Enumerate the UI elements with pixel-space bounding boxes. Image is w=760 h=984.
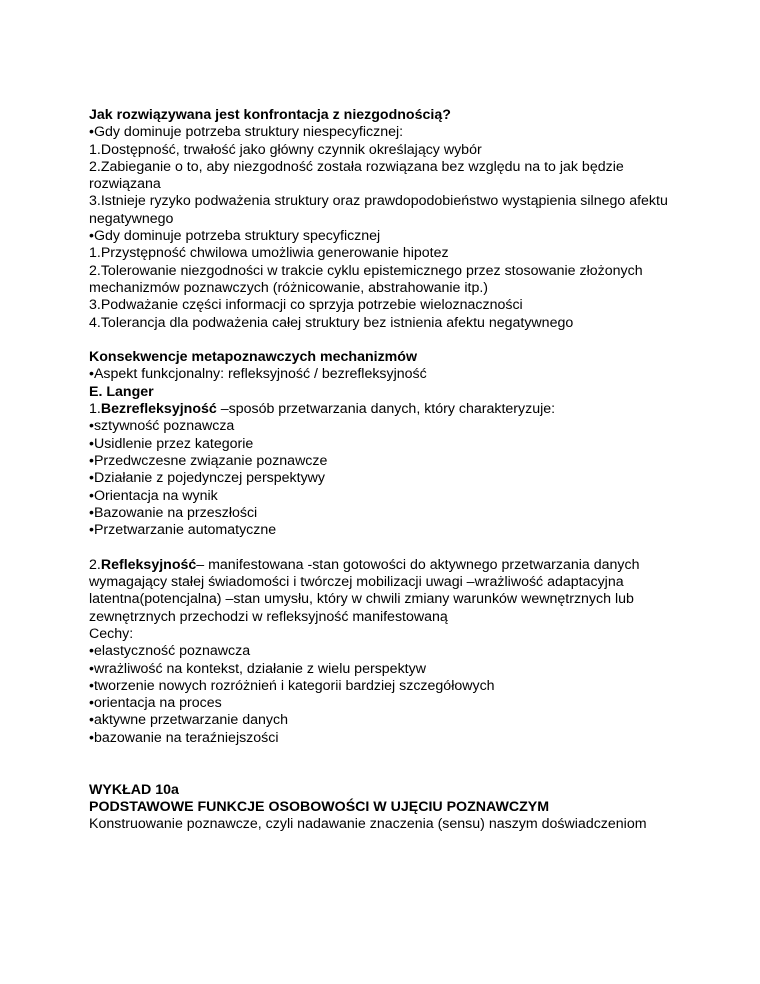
list-item: •bazowanie na teraźniejszości <box>89 729 279 746</box>
list-item: 2.Tolerowanie niezgodności w trakcie cyklu epistemicznego przez stosowanie złożonych mechanizmów poznawczych (różnicowanie, abstrahowanie itp.) <box>89 262 643 296</box>
aspect-line: •Aspekt funkcjonalny: refleksyjność / bezrefleksyjność <box>89 366 427 383</box>
list-item: •Przetwarzanie automatyczne <box>89 522 277 539</box>
list-item: •Orientacja na wynik <box>89 487 218 504</box>
paragraph: Konstruowanie poznawcze, czyli nadawanie znaczenia (sensu) naszym doświadczeniom <box>89 816 647 833</box>
definition-text: – manifestowana -stan gotowości do aktywnego przetwarzania danych wymagający stałej świadomości i twórczej mobilizacji uwagi –wrażliwość adaptacyjna latentna(potencjalna) –stan umysłu, który w chwili zmiany warunków wewnętrznych lub zewnętrznych przechodzi w refleksyjność manifestowaną <box>89 556 640 625</box>
list-item: 4.Tolerancja dla podważenia całej struktury bez istnienia afektu negatywnego <box>89 314 574 331</box>
bezrefleksyjnosc-definition <box>89 401 699 418</box>
list-item: 1.Przystępność chwilowa umożliwia generowanie hipotez <box>89 245 449 262</box>
list-item: •wrażliwość na kontekst, działanie z wielu perspektyw <box>89 660 426 677</box>
spacer <box>89 332 699 349</box>
cechy-label: Cechy: <box>89 625 134 642</box>
term-refleksyjnosc: Refleksyjność <box>100 556 197 573</box>
list-item: •elastyczność poznawcza <box>89 643 251 660</box>
list-item: •Przedwczesne związanie poznawcze <box>89 452 328 469</box>
spacer <box>89 539 699 556</box>
list-item: 3.Podważanie części informacji co sprzyja potrzebie wieloznaczności <box>89 297 523 314</box>
definition-text: –sposób przetwarzania danych, który charakteryzuje: <box>216 401 556 418</box>
section-heading-functions: PODSTAWOWE FUNKCJE OSOBOWOŚCI W UJĘCIU POZNAWCZYM <box>89 798 550 815</box>
refleksyjnosc-definition <box>89 557 699 626</box>
lecture-title: WYKŁAD 10a <box>89 781 179 798</box>
list-item: •orientacja na proces <box>89 695 222 712</box>
item-number: 1. <box>89 401 101 418</box>
list-item: •sztywność poznawcza <box>89 418 235 435</box>
spacer <box>89 747 699 782</box>
author-heading: E. Langer <box>89 383 154 400</box>
term-bezrefleksyjnosc: Bezrefleksyjność <box>100 401 217 418</box>
list-item: 2.Zabieganie o to, aby niezgodność została rozwiązana bez względu na to jak będzie rozwiązana <box>89 158 624 193</box>
list-item: •Gdy dominuje potrzeba struktury specyficznej <box>89 228 381 245</box>
list-item: •Gdy dominuje potrzeba struktury niespecyficznej: <box>89 124 404 141</box>
section-heading-confrontation: Jak rozwiązywana jest konfrontacja z niezgodnością? <box>89 107 451 123</box>
section-heading-consequences: Konsekwencje metapoznawczych mechanizmów <box>89 349 417 366</box>
document-content <box>89 107 699 833</box>
list-item: •Usidlenie przez kategorie <box>89 435 254 452</box>
item-number: 2. <box>89 556 101 573</box>
list-item: •aktywne przetwarzanie danych <box>89 712 288 729</box>
list-item: 1.Dostępność, trwałość jako główny czynnik określający wybór <box>89 141 482 158</box>
list-item: 3.Istnieje ryzyko podważenia struktury oraz prawdopodobieństwo wystąpienia silnego afektu negatywnego <box>89 193 668 227</box>
list-item: •tworzenie nowych rozróżnień i kategorii bardziej szczegółowych <box>89 677 495 694</box>
list-item: •Działanie z pojedynczej perspektywy <box>89 470 326 487</box>
list-item: •Bazowanie na przeszłości <box>89 504 258 521</box>
